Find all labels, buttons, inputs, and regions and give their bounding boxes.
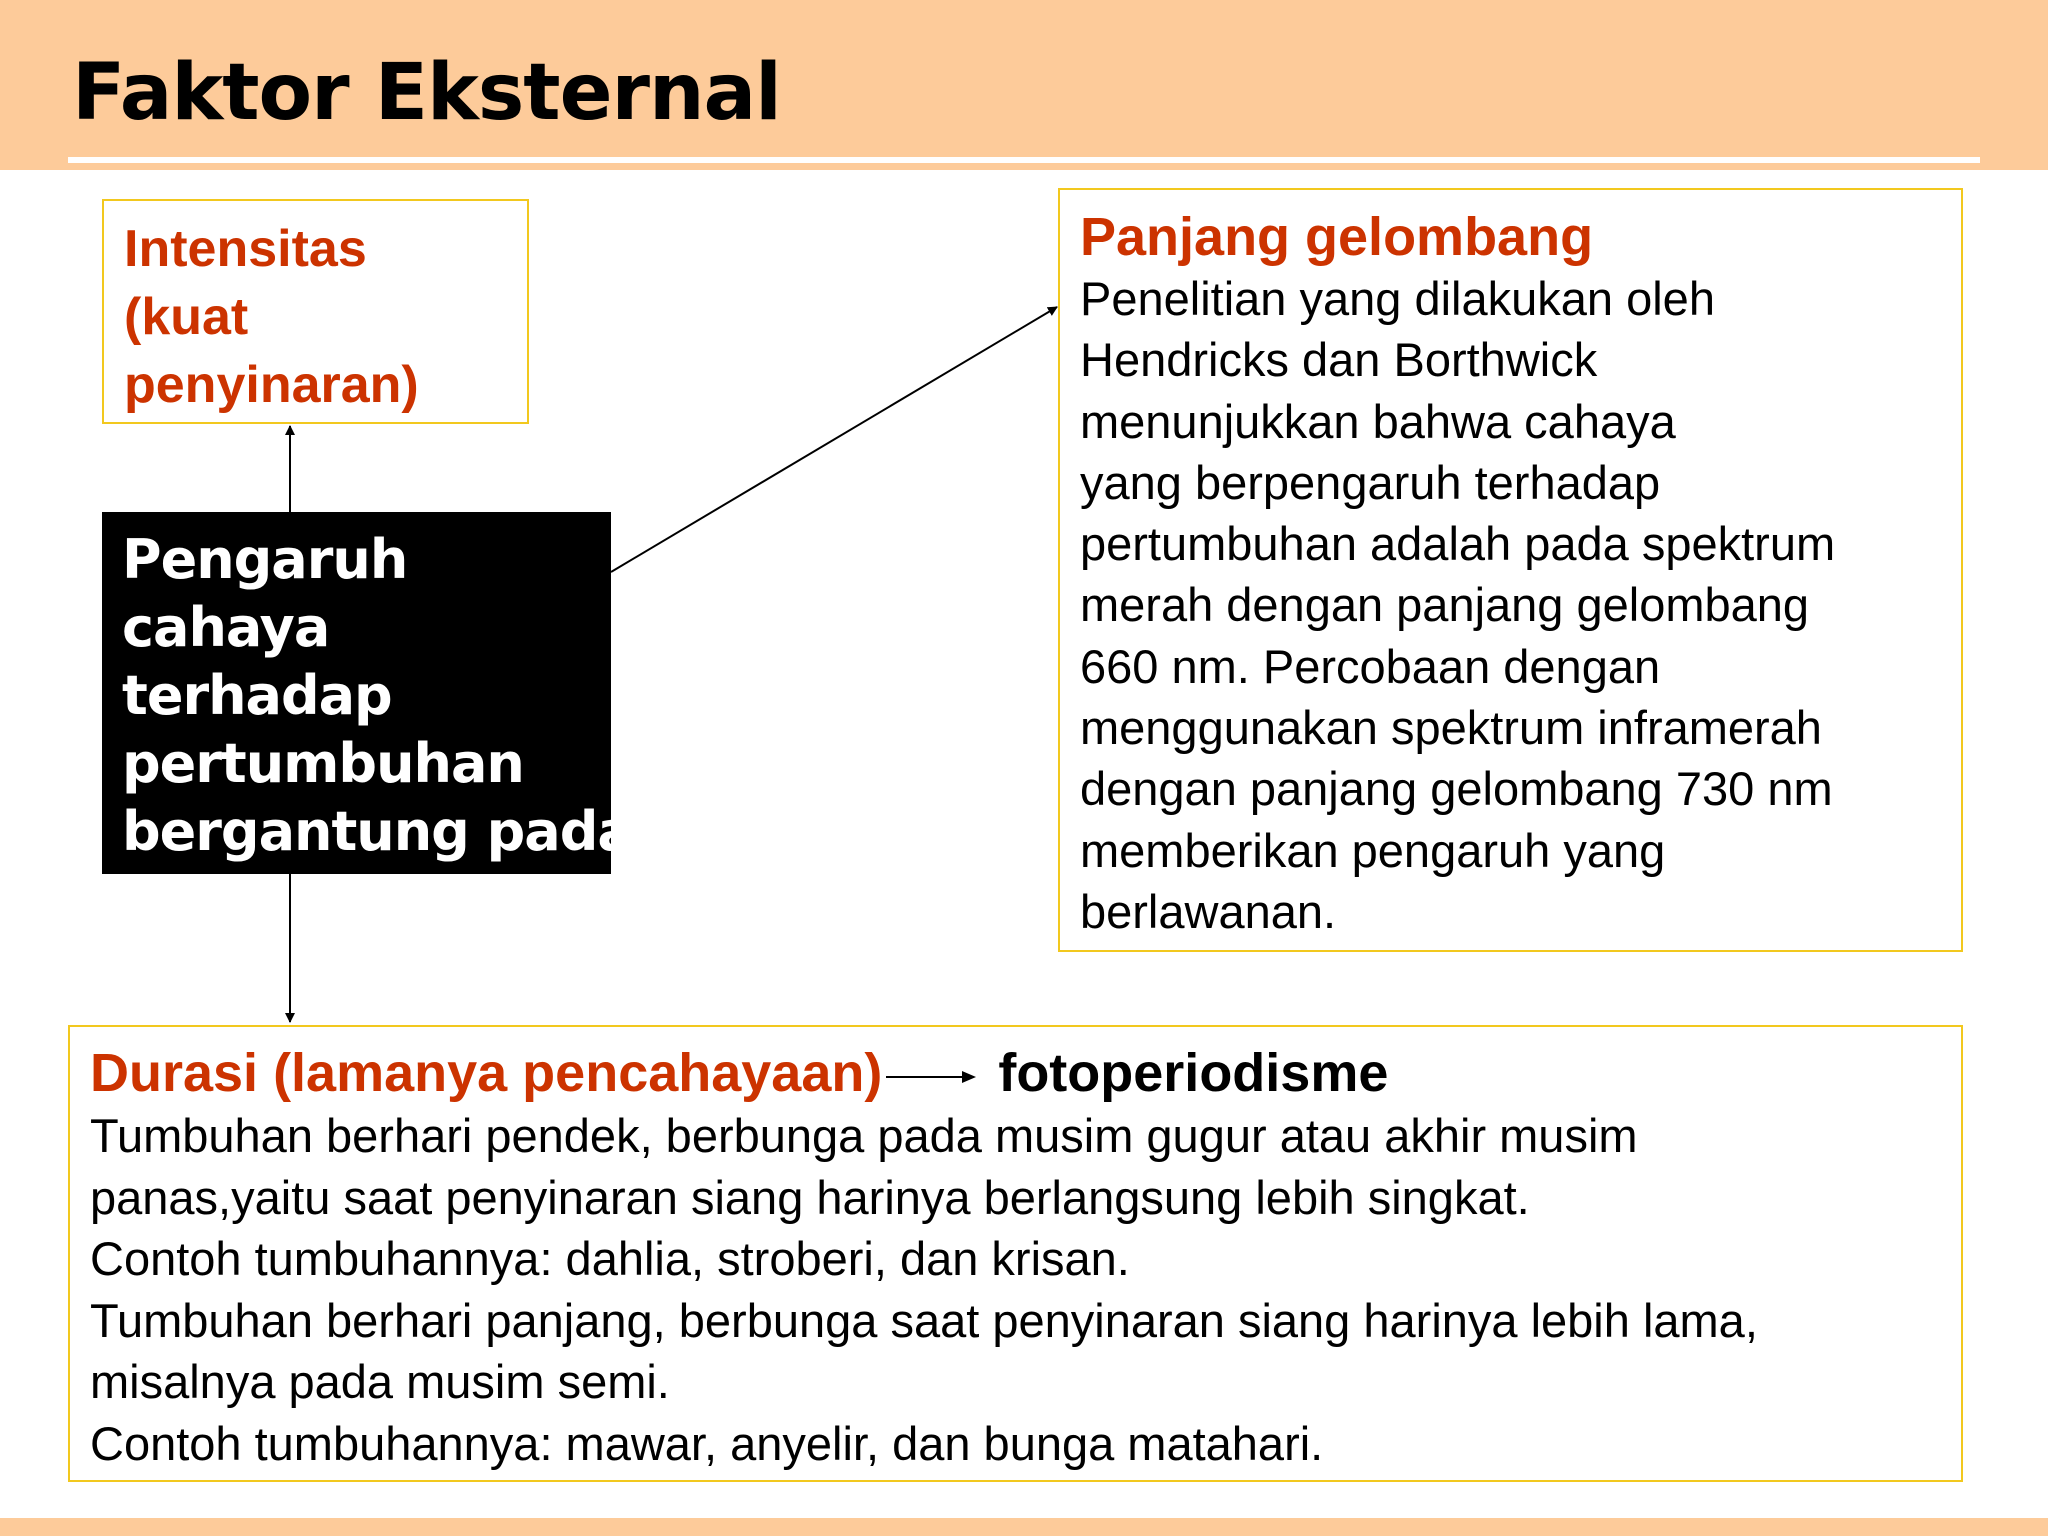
center-line: cahaya xyxy=(122,596,330,659)
center-line: pertumbuhan xyxy=(122,732,524,795)
panjang-line: dengan panjang gelombang 730 nm xyxy=(1080,762,1833,816)
footer-band xyxy=(0,1518,2048,1536)
panjang-line: yang berpengaruh terhadap xyxy=(1080,455,1661,509)
intensitas-line: penyinaran) xyxy=(124,356,419,414)
panjang-line: menunjukkan bahwa cahaya xyxy=(1080,394,1676,448)
durasi-line: Tumbuhan berhari pendek, berbunga pada musim gugur atau akhir musim xyxy=(90,1109,1638,1162)
fotoperiodisme-label: fotoperiodisme xyxy=(998,1043,1389,1103)
durasi-title: Durasi (lamanya pencahayaan) xyxy=(90,1043,883,1103)
center-line: bergantung pada xyxy=(122,800,633,863)
panjang-line: memberikan pengaruh yang xyxy=(1080,823,1666,877)
panjang-line: Penelitian yang dilakukan oleh xyxy=(1080,272,1715,325)
durasi-line: misalnya pada musim semi. xyxy=(90,1355,670,1408)
arrow-to-panjang xyxy=(611,307,1057,572)
durasi-line: Contoh tumbuhannya: dahlia, stroberi, dan krisan. xyxy=(90,1232,1130,1285)
panjang-line: merah dengan panjang gelombang xyxy=(1080,578,1810,632)
page-title: Faktor Eksternal xyxy=(72,48,781,138)
panjang-line: menggunakan spektrum inframerah xyxy=(1080,701,1822,755)
center-line: terhadap xyxy=(122,664,392,727)
durasi-line: Tumbuhan berhari panjang, berbunga saat penyinaran siang harinya lebih lama, xyxy=(90,1293,1758,1347)
panjang-title: Panjang gelombang xyxy=(1080,207,1594,267)
panjang-line: pertumbuhan adalah pada spektrum xyxy=(1080,517,1836,571)
durasi-line: panas,yaitu saat penyinaran siang harinya berlangsung lebih singkat. xyxy=(90,1170,1530,1224)
panjang-line: berlawanan. xyxy=(1080,884,1337,938)
intensitas-line: (kuat xyxy=(124,288,249,346)
panjang-line: 660 nm. Percobaan dengan xyxy=(1080,639,1661,693)
panjang-line: Hendricks dan Borthwick xyxy=(1080,333,1598,387)
center-line: Pengaruh xyxy=(122,528,408,591)
durasi-line: Contoh tumbuhannya: mawar, anyelir, dan bunga matahari. xyxy=(90,1416,1324,1470)
intensitas-line: Intensitas xyxy=(124,220,367,278)
